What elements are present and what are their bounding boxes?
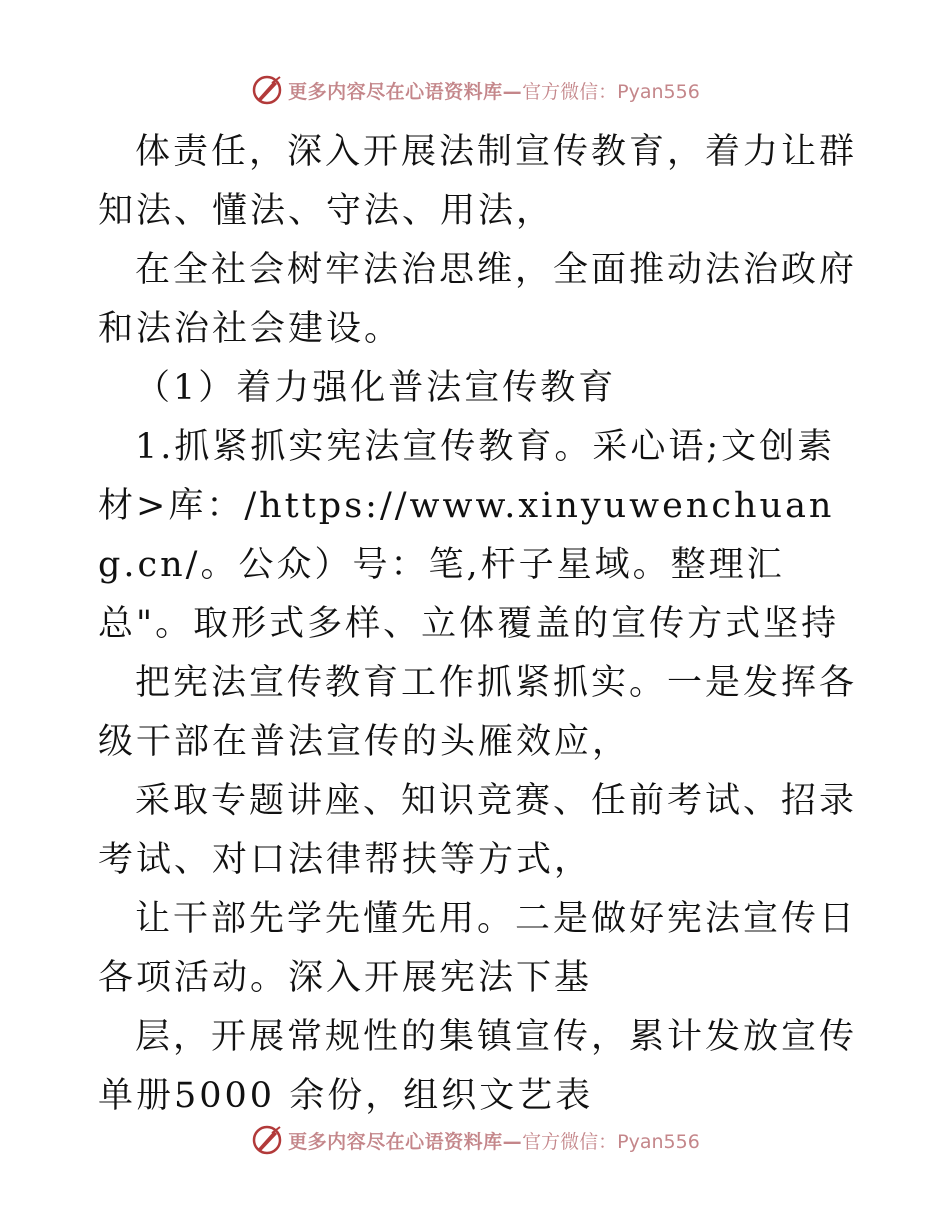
paragraph: 体责任，深入开展法制宣传教育，着力让群知法、懂法、守法、用法， xyxy=(98,132,858,231)
footer-banner xyxy=(0,1120,950,1160)
document-body xyxy=(98,123,858,1126)
paragraph: 让干部先学先懂先用。二是做好宪法宣传日各项活动。深入开展宪法下基 xyxy=(98,899,858,998)
quill-pen-logo-icon xyxy=(250,73,284,107)
banner-wechat: 官方微信：Pyan556 xyxy=(522,1130,700,1153)
banner-wechat: 官方微信：Pyan556 xyxy=(522,80,700,103)
banner-text: 更多内容尽在心语资料库— xyxy=(288,1130,523,1153)
section-heading: （1）着力强化普法宣传教育 xyxy=(135,368,617,408)
header-banner xyxy=(0,70,950,110)
paragraph: 1.抓紧抓实宪法宣传教育。采心语;文创素材>库：/https://www.xinyuwenchuang.cn/。公众）号：笔,杆子星域。整理汇总"。取形式多样、立体覆盖的宣传方式坚持 xyxy=(98,427,840,644)
paragraph: 把宪法宣传教育工作抓紧抓实。一是发挥各级干部在普法宣传的头雁效应， xyxy=(98,663,858,762)
paragraph: 在全社会树牢法治思维，全面推动法治政府和法治社会建设。 xyxy=(98,250,858,349)
paragraph: 采取专题讲座、知识竞赛、任前考试、招录考试、对口法律帮扶等方式， xyxy=(98,781,858,880)
banner-text: 更多内容尽在心语资料库— xyxy=(288,80,523,103)
quill-pen-logo-icon xyxy=(250,1123,284,1157)
paragraph: 层，开展常规性的集镇宣传，累计发放宣传单册5000 余份，组织文艺表 xyxy=(98,1017,858,1116)
